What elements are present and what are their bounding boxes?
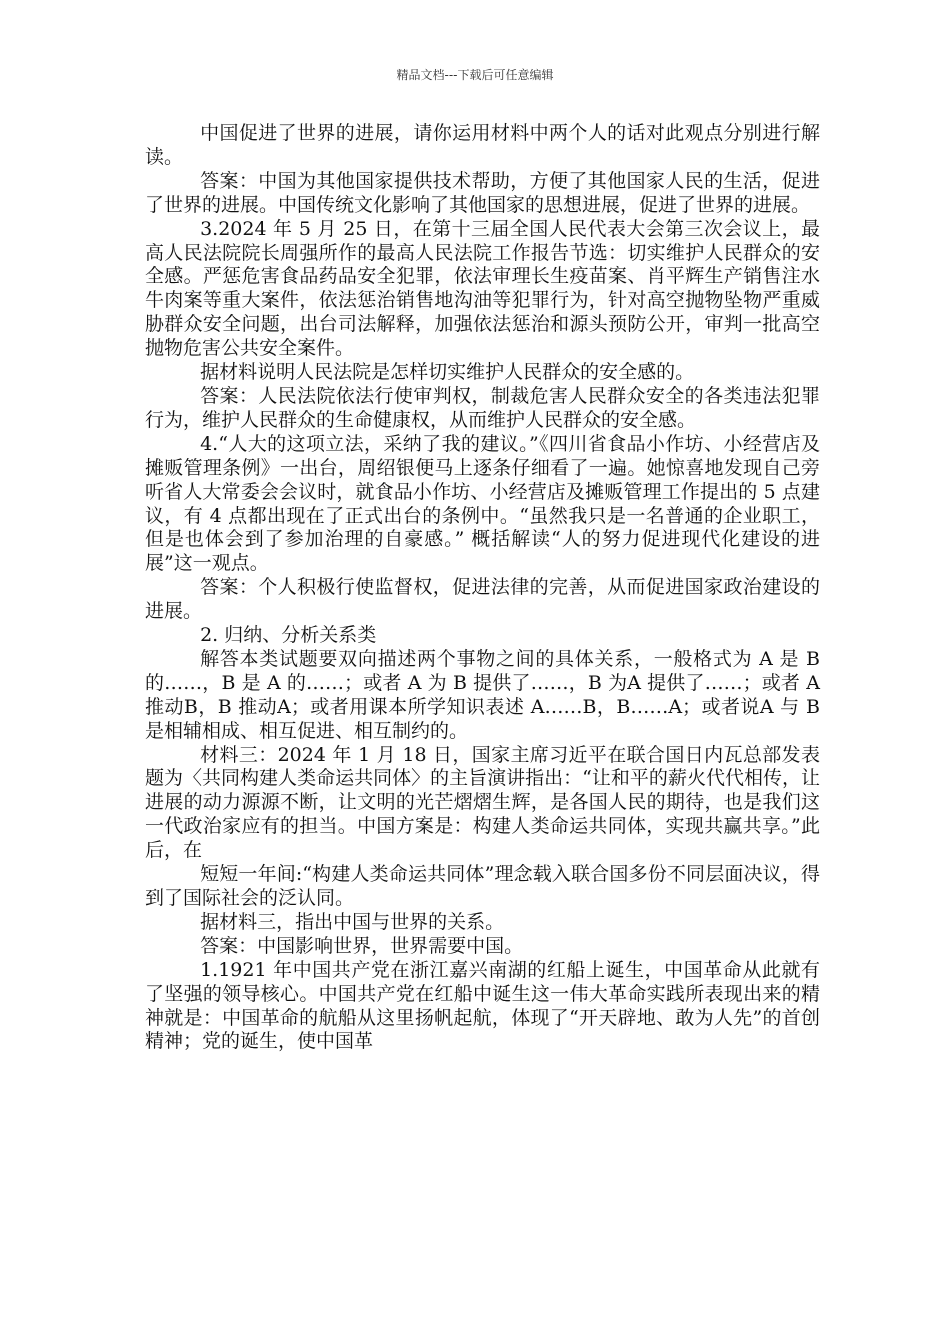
paragraph: 3.2024 年 5 月 25 日，在第十三届全国人民代表大会第三次会议上，最高人民法院院长周强所作的最高人民法院工作报告节选：切实维护人民群众的安全感。严惩危害食品药品安全犯罪，依法审理长生疫苗案、肖平辉生产销售注水牛肉案等重大案件，依法惩治销售地沟油等犯罪行为，针对高空抛物坠物严重威胁群众安全问题，出台司法解释，加强依法惩治和源头预防公开，审判一批高空抛物危害公共安全案件。 [145, 217, 820, 360]
paragraph: 答案：人民法院依法行使审判权，制裁危害人民群众安全的各类违法犯罪行为，维护人民群众的生命健康权，从而维护人民群众的安全感。 [145, 384, 820, 431]
paragraph: 答案：中国为其他国家提供技术帮助，方便了其他国家人民的生活，促进了世界的进展。中国传统文化影响了其他国家的思想进展，促进了世界的进展。 [145, 169, 820, 216]
section-heading: 2. 归纳、分析关系类 [200, 624, 377, 647]
paragraph: 解答本类试题要双向描述两个事物之间的具体关系，一般格式为 A 是 B 的……，B 是 A 的……；或者 A 为 B 提供了……，B 为A 提供了……；或者 A 推动B，B 推动A；或者用课本所学知识表述 A……B，B……A；或者说A 与 B 是相辅相成、相互促进、相互制约的。 [145, 647, 820, 742]
paragraph: 据材料三，指出中国与世界的关系。 [200, 910, 505, 933]
paragraph: 中国促进了世界的进展，请你运用材料中两个人的话对此观点分别进行解读。 [145, 122, 820, 168]
page-header: 精品文档---下载后可任意编辑 [396, 68, 554, 82]
paragraph: 4.“人大的这项立法，采纳了我的建议。”《四川省食品小作坊、小经营店及摊贩管理条例》一出台，周绍银便马上逐条仔细看了一遍。她惊喜地发现自己旁听省人大常委会会议时，就食品小作坊、小经营店及摊贩管理工作提出的 5 点建议，有 4 点都出现在了正式出台的条例中。“虽然我只是一名普通的企业职工，但是也体会到了参加治理的自豪感。” 概括解读“人的努力促进现代化建设的进展”这一观点。 [145, 432, 820, 575]
paragraph: 短短一年间:“构建人类命运共同体”理念载入联合国多份不同层面决议，得到了国际社会的泛认同。 [145, 863, 820, 909]
paragraph: 材料三：2024 年 1 月 18 日，国家主席习近平在联合国日内瓦总部发表题为〈共同构建人类命运共同体〉的主旨演讲指出：“让和平的薪火代代相传，让进展的动力源源不断，让文明的光芒熠熠生辉，是各国人民的期待，也是我们这一代政治家应有的担当。中国方案是：构建人类命运共同体，实现共赢共享。”此后，在 [145, 743, 820, 862]
document-body [145, 122, 820, 1054]
paragraph: 答案：中国影响世界，世界需要中国。 [200, 934, 524, 957]
paragraph: 据材料说明人民法院是怎样切实维护人民群众的安全感的。 [200, 361, 695, 384]
paragraph: 答案：个人积极行使监督权，促进法律的完善，从而促进国家政治建设的进展。 [145, 576, 820, 623]
paragraph: 1.1921 年中国共产党在浙江嘉兴南湖的红船上诞生，中国革命从此就有了坚强的领导核心。中国共产党在红船中诞生这一伟大革命实践所表现出来的精神就是：中国革命的航船从这里扬帆起航，体现了“开天辟地、敢为人先”的首创精神；党的诞生，使中国革 [145, 958, 820, 1053]
